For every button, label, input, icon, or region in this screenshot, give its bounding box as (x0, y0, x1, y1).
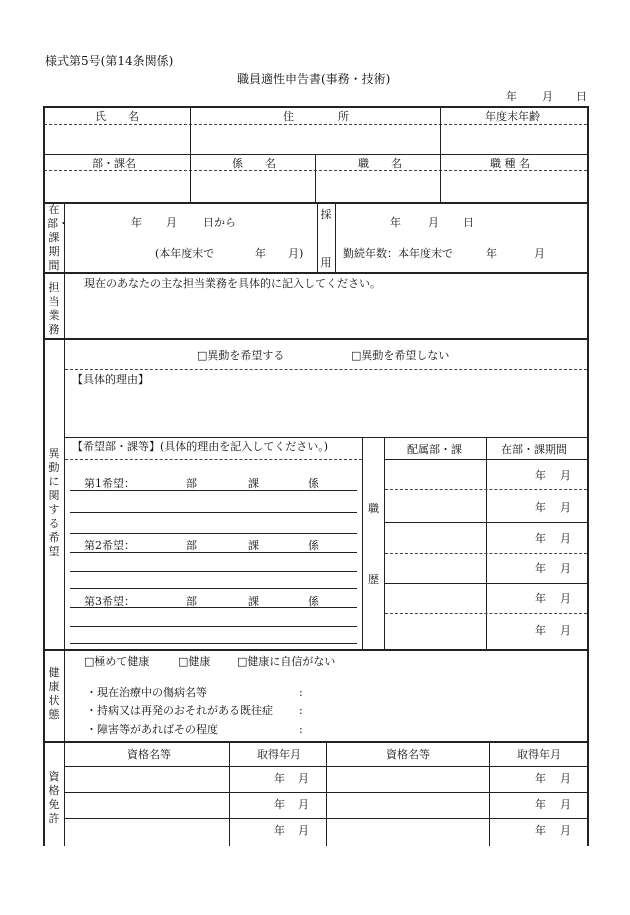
wish3-reason-line1[interactable] (70, 610, 357, 624)
history3-month[interactable]: 月 (560, 532, 571, 545)
shikaku3-m2[interactable]: 月 (560, 824, 571, 837)
history5-year[interactable]: 年 (535, 592, 546, 605)
zaiseki-from-year[interactable]: 年 (131, 216, 142, 229)
label-ido: 異動に関する希望 (48, 447, 60, 558)
history3-dept-field[interactable] (388, 526, 484, 550)
shikaku2-name1-field[interactable] (68, 795, 226, 815)
zaiseki-from-month[interactable]: 月 (166, 216, 177, 229)
history1-year[interactable]: 年 (535, 469, 546, 482)
shikaku1-y2[interactable]: 年 (535, 772, 546, 785)
ido-reason-label: 【具体的理由】 (72, 373, 149, 386)
label-kakari: 係 名 (232, 157, 276, 170)
wish2-label: 第2希望： (84, 539, 135, 552)
zaiseki-until-month[interactable]: 月) (288, 247, 304, 260)
wish1-bu: 部 (186, 477, 197, 490)
shikaku3-name1-field[interactable] (68, 821, 226, 843)
wish2-reason-line1[interactable] (70, 555, 357, 569)
shikaku2-y1[interactable]: 年 (274, 798, 285, 811)
shokureki-label-2: 歴 (368, 573, 379, 586)
frame-left (43, 106, 45, 846)
form-number: 様式第5号(第14条関係) (45, 54, 174, 68)
shikaku2-y2[interactable]: 年 (535, 798, 546, 811)
history6-year[interactable]: 年 (535, 624, 546, 637)
kenko-item-1-colon: : (299, 686, 303, 699)
history2-month[interactable]: 月 (560, 501, 571, 514)
saiyo-day[interactable]: 日 (463, 216, 474, 229)
ido-option-yes[interactable]: □異動を希望する (197, 349, 285, 362)
shikaku1-m1[interactable]: 月 (298, 772, 309, 785)
name-field[interactable] (46, 127, 188, 153)
wish3-label: 第3希望： (84, 595, 135, 608)
dept-field[interactable] (46, 173, 188, 200)
shokureki-label-1: 職 (368, 502, 379, 515)
label-dept: 部・課名 (92, 157, 136, 170)
frame-top (43, 106, 589, 108)
history5-dept-field[interactable] (388, 587, 484, 611)
kenko-item-1-field[interactable] (310, 685, 580, 699)
shikaku-header-name1: 資格名等 (127, 748, 171, 761)
history4-dept-field[interactable] (388, 557, 484, 581)
label-address: 住 所 (283, 110, 349, 123)
kenko-item-3: ・障害等があればその程度 (86, 723, 218, 736)
shikaku-header-date1: 取得年月 (257, 748, 301, 761)
wish3-kakari: 係 (308, 595, 319, 608)
wish1-ka: 課 (248, 477, 259, 490)
kenko-item-3-colon: : (299, 723, 303, 736)
kenko-item-3-field[interactable] (310, 722, 580, 736)
shikaku2-name2-field[interactable] (330, 795, 486, 815)
header-date-year[interactable]: 年 (506, 90, 517, 103)
zaiseki-until-year[interactable]: 年 (255, 247, 266, 260)
label-saiyo-char-2: 用 (320, 256, 332, 269)
kinzoku-month[interactable]: 月 (534, 247, 545, 260)
shikaku-header-name2: 資格名等 (386, 748, 430, 761)
shikaku1-name2-field[interactable] (330, 769, 486, 789)
label-saiyo-char-1: 採 (320, 208, 332, 221)
kenko-option-1[interactable]: □極めて健康 (84, 655, 150, 668)
label-age: 年度末年齢 (485, 110, 540, 123)
kenko-item-1: ・現在治療中の傷病名等 (86, 686, 207, 699)
shikaku-header-date2: 取得年月 (517, 748, 561, 761)
kinzoku-year[interactable]: 年 (486, 247, 497, 260)
label-tanto: 担当業務 (48, 281, 60, 336)
ido-option-no[interactable]: □異動を希望しない (351, 349, 450, 362)
kenko-option-3[interactable]: □健康に自信がない (237, 655, 336, 668)
header-date-month[interactable]: 月 (542, 90, 553, 103)
shikaku2-m1[interactable]: 月 (298, 798, 309, 811)
header-date-day[interactable]: 日 (576, 90, 587, 103)
shikaku1-y1[interactable]: 年 (274, 772, 285, 785)
kenko-item-2-field[interactable] (310, 703, 580, 717)
wish3-reason-line2[interactable] (70, 629, 357, 643)
wish2-kakari: 係 (308, 539, 319, 552)
kenko-item-2: ・持病又は再発のおそれがある既往症 (86, 704, 273, 717)
saiyo-year[interactable]: 年 (390, 216, 401, 229)
label-name: 氏 名 (95, 110, 139, 123)
saiyo-month[interactable]: 月 (428, 216, 439, 229)
history-header-period: 在部・課期間 (501, 443, 567, 456)
kakari-field[interactable] (192, 173, 313, 200)
history6-month[interactable]: 月 (560, 624, 571, 637)
kinzoku-prefix: 勤続年数：本年度末で (343, 247, 453, 260)
shikaku3-name2-field[interactable] (330, 821, 486, 843)
kenko-item-2-colon: : (299, 704, 303, 717)
history2-year[interactable]: 年 (535, 501, 546, 514)
wish1-label: 第1希望： (84, 477, 135, 490)
wish2-bu: 部 (186, 539, 197, 552)
shikaku3-m1[interactable]: 月 (298, 824, 309, 837)
tanto-field[interactable] (68, 293, 583, 335)
label-zaiseki: 在部・課期間 (47, 203, 69, 272)
history4-year[interactable]: 年 (535, 562, 546, 575)
history5-month[interactable]: 月 (560, 592, 571, 605)
wish1-kakari: 係 (308, 477, 319, 490)
wish1-reason-line1[interactable] (70, 493, 357, 509)
label-saiyo (319, 208, 333, 270)
shoku-field[interactable] (317, 173, 438, 200)
zaiseki-from-suffix: 日から (203, 216, 236, 229)
shikaku3-y1[interactable]: 年 (274, 824, 285, 837)
wish1-reason-line2[interactable] (70, 515, 357, 531)
history6-dept-field[interactable] (388, 617, 484, 645)
history1-month[interactable]: 月 (560, 469, 571, 482)
ido-reason-field[interactable] (68, 390, 583, 434)
kenko-option-2[interactable]: □健康 (178, 655, 211, 668)
shikaku2-m2[interactable]: 月 (560, 798, 571, 811)
row1-divider (44, 124, 587, 125)
history-header-dept: 配属部・課 (407, 443, 462, 456)
label-shikaku: 資格免許 (48, 770, 60, 825)
shokushu-field[interactable] (442, 173, 585, 200)
history3-year[interactable]: 年 (535, 532, 546, 545)
shikaku3-y2[interactable]: 年 (535, 824, 546, 837)
shikaku1-m2[interactable]: 月 (560, 772, 571, 785)
form-title: 職員適性申告書(事務・技術) (237, 72, 391, 86)
shikaku1-name1-field[interactable] (68, 769, 226, 789)
wish3-bu: 部 (186, 595, 197, 608)
label-shokushu: 職 種 名 (490, 157, 530, 170)
address-field[interactable] (192, 127, 438, 153)
history2-dept-field[interactable] (388, 493, 484, 519)
tanto-instruction: 現在のあなたの主な担当業務を具体的に記入してください。 (84, 277, 381, 290)
wish2-ka: 課 (248, 539, 259, 552)
frame-right (587, 106, 589, 846)
age-field[interactable] (442, 127, 585, 153)
label-kenko: 健康状態 (48, 666, 60, 721)
history1-dept-field[interactable] (388, 463, 484, 487)
wish3-ka: 課 (248, 595, 259, 608)
zaiseki-until-prefix: (本年度末で (155, 247, 215, 260)
history4-month[interactable]: 月 (560, 562, 571, 575)
label-shoku: 職 名 (358, 157, 402, 170)
kibo-header: 【希望部・課等】(具体的理由を記入してください。) (72, 440, 329, 453)
wish2-reason-line2[interactable] (70, 574, 357, 588)
